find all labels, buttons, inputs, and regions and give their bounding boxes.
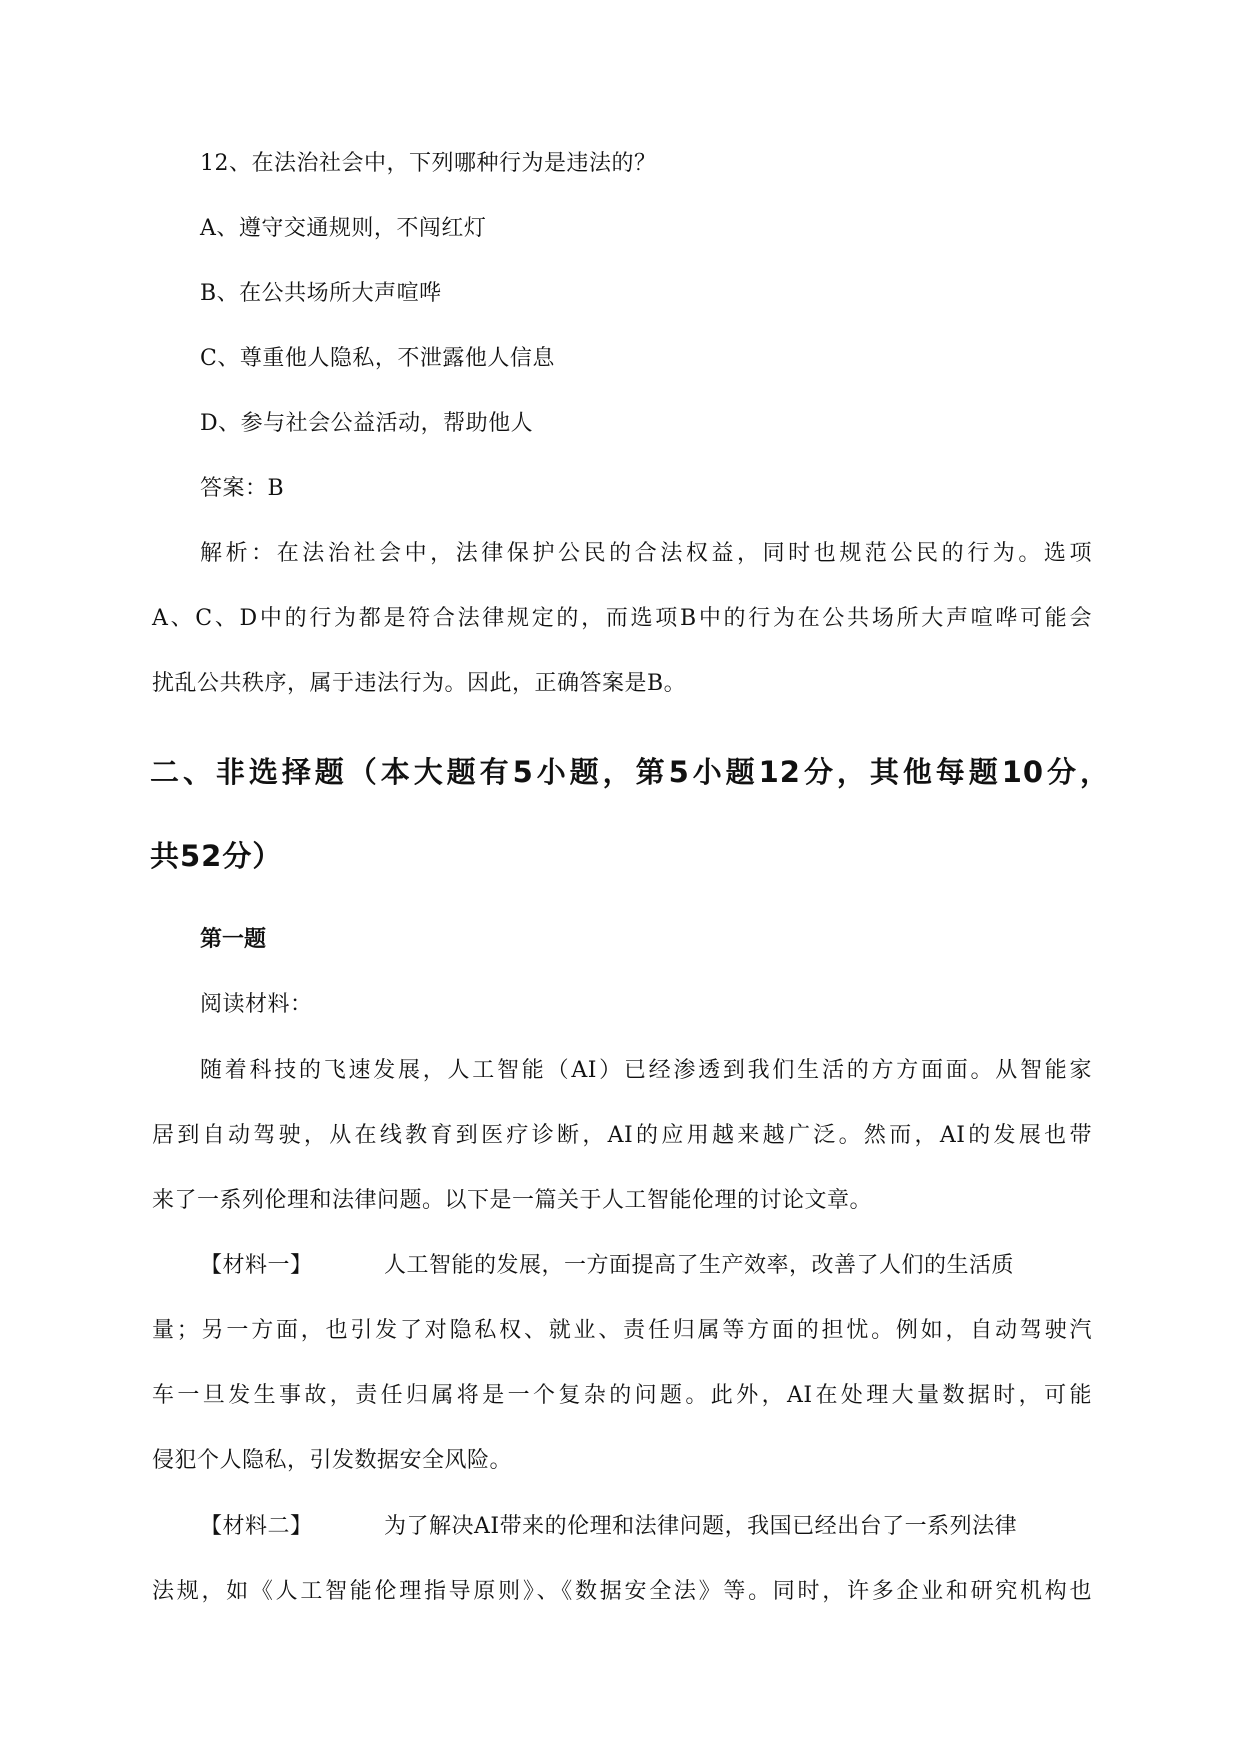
material-tag: 【材料二】 [200,1514,313,1539]
option-c: C、尊重他人隐私，不泄露他人信息 [200,346,555,371]
material-two-first-line [200,1512,1092,1542]
material-line: 法规，如《人工智能伦理指导原则》、《数据安全法》等。同时，许多企业和研究机构也 [152,1579,1092,1604]
intro-paragraph-line: 居到自动驾驶，从在线教育到医疗诊断，AI的应用越来越广泛。然而，AI的发展也带 [152,1123,1092,1148]
material-tag: 【材料一】 [200,1253,313,1278]
material-text: 人工智能的发展，一方面提高了生产效率，改善了人们的生活质 [384,1253,1015,1278]
intro-paragraph-line: 随着科技的飞速发展，人工智能（AI）已经渗透到我们生活的方方面面。从智能家 [200,1058,1092,1083]
section-heading: 共52分） [150,839,283,873]
question-title: 第一题 [200,927,267,952]
material-text: 为了解决AI带来的伦理和法律问题，我国已经出台了一系列法律 [384,1514,1018,1539]
reading-label: 阅读材料： [200,992,313,1017]
option-d: D、参与社会公益活动，帮助他人 [200,411,534,436]
material-line: 侵犯个人隐私，引发数据安全风险。 [152,1448,513,1473]
question-stem: 12、在法治社会中，下列哪种行为是违法的？ [200,151,657,176]
material-one-first-line [200,1251,1092,1281]
analysis-line: 扰乱公共秩序，属于违法行为。因此，正确答案是B。 [152,671,687,696]
material-line: 车一旦发生事故，责任归属将是一个复杂的问题。此外，AI在处理大量数据时，可能 [152,1383,1092,1408]
option-a: A、遵守交通规则，不闯红灯 [200,216,487,241]
intro-paragraph-line: 来了一系列伦理和法律问题。以下是一篇关于人工智能伦理的讨论文章。 [152,1188,873,1213]
analysis-line: 解析：在法治社会中，法律保护公民的合法权益，同时也规范公民的行为。选项 [200,541,1092,566]
analysis-line: A、C、D中的行为都是符合法律规定的，而选项B中的行为在公共场所大声喧哗可能会 [152,606,1092,631]
option-b: B、在公共场所大声喧哗 [200,281,442,306]
section-heading: 二、非选择题（本大题有5小题，第5小题12分，其他每题10分， [150,755,1110,789]
material-line: 量；另一方面，也引发了对隐私权、就业、责任归属等方面的担忧。例如，自动驾驶汽 [152,1318,1092,1343]
answer-line: 答案：B [200,476,285,501]
